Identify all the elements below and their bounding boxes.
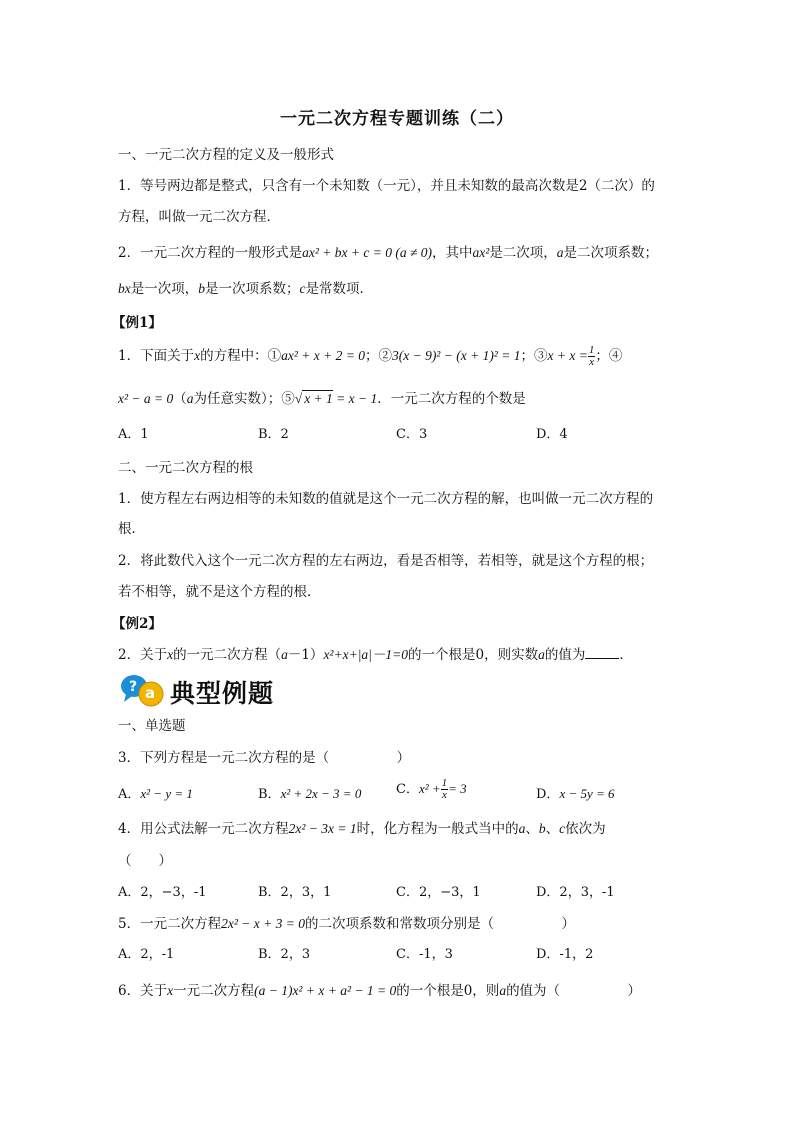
question-4-option-a: A．2，−3，-1 (118, 885, 207, 900)
question-5-option-d: D．-1，2 (536, 947, 594, 962)
paragraph-verify-line1: 2．将此数代入这个一元二次方程的左右两边，看是否相等，若相等，就是这个方程的根； (118, 553, 654, 569)
equation-5: √ x + 1 = x − 1 (294, 391, 378, 406)
paragraph-roots-line1: 1．使方程左右两边相等的未知数的值就是这个一元二次方程的解，也叫做一元二次方程的 (118, 491, 654, 507)
equation-4: x² − a = 0 (118, 391, 174, 406)
example-1-option-c: C．3 (396, 427, 428, 442)
equation-2: 3(x − 9)² − (x + 1)² = 1 (391, 348, 521, 363)
badge-letter: a (145, 684, 156, 702)
question-3: 3．下列方程是一元二次方程的是（ ） (118, 750, 411, 766)
section-heading-single-choice: 一、单选题 (118, 718, 186, 734)
banner-title: 典型例题 (170, 679, 275, 708)
example-1-option-a: A．1 (118, 427, 149, 442)
question-3-option-a: A．x² − y = 1 (118, 786, 193, 802)
question-5: 5．一元二次方程2x² − x + 3 = 0的二次项系数和常数项分别是（ ） (118, 916, 575, 932)
paragraph-general-form-line1: 2．一元二次方程的一般形式是ax² + bx + c = 0 (a ≠ 0)，其中ax²是二次项，a是二次项系数； (118, 245, 659, 261)
question-3-option-c: C．x² + $\frac{1}{x}$ = 3 (396, 777, 467, 801)
paragraph-definition-line1: 1．等号两边都是整式，只含有一个未知数（一元），并且未知数的最高次数是2（二次）的 (118, 178, 655, 194)
paragraph-general-form-line2: bx是一次项，b是一次项系数；c是常数项． (118, 281, 373, 297)
typical-examples-banner (118, 672, 293, 710)
question-5-option-a: A．2，-1 (118, 947, 175, 962)
example-1-label: 【例1】 (112, 315, 162, 331)
example-1-question-line2: x² − a = 0（a为任意实数）；⑤√ x + 1 = x − 1．一元二次方程的个数是 (118, 391, 526, 407)
paragraph-verify-line2: 若不相等，就不是这个方程的根． (118, 584, 321, 600)
question-3-option-d: D．x − 5y = 6 (536, 786, 615, 802)
equation-1: ax² + x + 2 = 0 (281, 348, 365, 363)
question-5-option-b: B．2，3 (258, 947, 311, 962)
question-5-option-c: C．-1，3 (396, 947, 453, 962)
question-6: 6．关于x一元二次方程(a − 1)x² + x + a² − 1 = 0的一个根是0，则a的值为（ ） (118, 983, 642, 999)
example-1-question-line1: 1．下面关于x的方程中：①ax² + x + 2 = 0；②3(x − 9)² − (x + 1)² = 1；③x + x = $\frac{1}{x}$ ；④ (118, 344, 623, 368)
equation-3: x + x = (547, 348, 588, 363)
question-4-line2: （ ） (118, 853, 172, 869)
question-4-option-d: D．2，3，-1 (536, 885, 615, 900)
question-4-line1: 4．用公式法解一元二次方程2x² − 3x = 1时，化方程为一般式当中的a、b、c依次为 (118, 821, 606, 837)
fraction-1-over-x-option: $\frac{1}{x}$ (441, 777, 448, 801)
example-1-option-b: B．2 (258, 427, 289, 442)
paragraph-roots-line2: 根． (118, 521, 145, 537)
example-2-label: 【例2】 (112, 616, 162, 632)
question-4-option-c: C．2，−3，1 (396, 885, 481, 900)
section-heading-definition: 一、一元二次方程的定义及一般形式 (118, 147, 334, 163)
paragraph-definition-line2: 方程，叫做一元二次方程． (118, 209, 280, 225)
general-form-formula: ax² + bx + c = 0 (a ≠ 0) (302, 245, 432, 260)
example-1-option-d: D．4 (536, 427, 568, 442)
section-heading-roots: 二、一元二次方程的根 (118, 460, 253, 476)
question-bubble-icon (118, 672, 170, 710)
answer-blank (585, 646, 619, 659)
page-title: 一元二次方程专题训练（二） (280, 109, 514, 129)
example-2-question: 2．关于x的一元二次方程（a－1）x²+x+|a|－1=0的一个根是0，则实数a的值为 ． (118, 647, 633, 663)
svg-text:?: ? (129, 679, 138, 695)
question-4-option-b: B．2，3，1 (258, 885, 332, 900)
fraction-1-over-x: $\frac{1}{x}$ (588, 344, 595, 368)
question-3-option-b: B．x² + 2x − 3 = 0 (258, 786, 362, 802)
